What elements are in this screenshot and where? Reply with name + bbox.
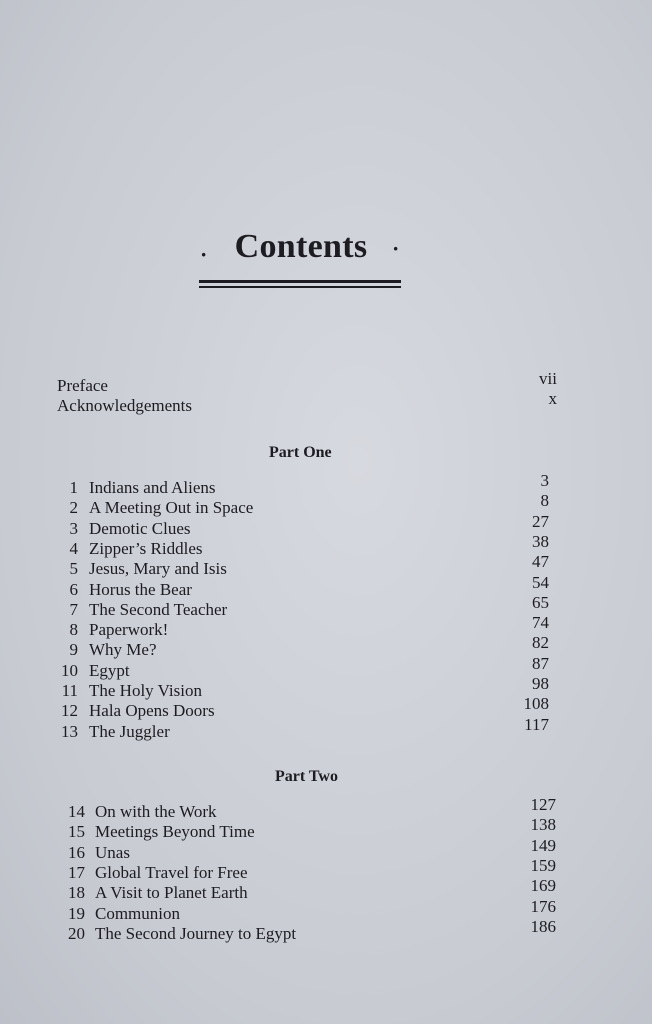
chapter-page-number: 127	[530, 795, 556, 814]
front-matter-preface	[57, 369, 557, 395]
chapter-page-number: 27	[532, 511, 549, 531]
chapter-title: A Meeting Out in Space	[89, 498, 254, 518]
chapter-title: The Second Journey to Egypt	[95, 923, 297, 943]
chapter-title: Indians and Aliens	[89, 478, 216, 497]
toc-entry-11	[0, 674, 652, 701]
chapter-title: Meetings Beyond Time	[95, 822, 255, 842]
chapter-number: 11	[61, 681, 78, 700]
toc-entry-2	[0, 491, 652, 518]
front-matter-label: Preface	[57, 376, 108, 395]
front-matter-label: Acknowledgements	[57, 396, 193, 415]
chapter-title: Hala Opens Doors	[89, 701, 215, 721]
chapter-number: 9	[69, 640, 78, 660]
toc-entry-7	[0, 592, 652, 620]
chapter-page-number: 108	[523, 694, 549, 714]
toc-entry-4	[0, 531, 652, 559]
chapter-title: The Second Teacher	[89, 599, 228, 619]
chapter-title: Communion	[95, 903, 181, 923]
chapter-page-number: 176	[530, 896, 556, 916]
chapter-number: 6	[69, 579, 78, 599]
chapter-title: Paperwork!	[89, 620, 169, 640]
chapter-page-number: 38	[532, 531, 549, 551]
chapter-title: The Holy Vision	[89, 681, 202, 700]
chapter-page-number: 65	[532, 592, 549, 612]
chapter-page-number: 169	[530, 876, 556, 896]
chapter-title: Global Travel for Free	[95, 862, 248, 882]
toc-entry-5	[0, 552, 652, 579]
chapter-number: 12	[61, 701, 78, 721]
chapter-page-number: 138	[530, 815, 556, 835]
chapter-page-number: 117	[524, 714, 549, 734]
toc-entry-3	[0, 511, 652, 539]
toc-entry-12	[0, 694, 652, 721]
chapter-number: 18	[68, 883, 85, 903]
chapter-title: Demotic Clues	[89, 518, 191, 538]
chapter-page-number: 8	[540, 491, 549, 511]
title-rule-thick	[199, 280, 401, 283]
contents-title-block	[196, 228, 406, 288]
title-rule-thin	[199, 286, 401, 288]
chapter-number: 15	[68, 822, 85, 842]
chapter-page-number: 149	[530, 835, 556, 855]
chapter-page-number: 82	[532, 633, 549, 653]
chapter-title: Zipper’s Riddles	[89, 538, 203, 558]
chapter-number: 14	[68, 802, 85, 821]
chapter-number: 19	[68, 903, 85, 923]
chapter-number: 2	[69, 498, 78, 518]
chapter-number: 17	[68, 862, 85, 882]
chapter-title: Unas	[95, 842, 130, 862]
title-dot-left: ·	[200, 242, 208, 267]
chapter-title: Jesus, Mary and Isis	[89, 559, 227, 579]
page-title: Contents	[234, 228, 368, 265]
chapter-title: A Visit to Planet Earth	[95, 883, 248, 903]
chapter-page-number: 186	[530, 916, 556, 936]
chapter-number: 5	[69, 559, 78, 579]
toc-entry-6	[0, 572, 652, 600]
chapter-page-number: 98	[532, 674, 549, 693]
front-matter-acknowledgements	[57, 389, 557, 415]
chapter-page-number: 74	[532, 613, 549, 633]
chapter-number: 13	[61, 721, 78, 741]
chapter-number: 1	[69, 478, 78, 497]
chapter-title: On with the Work	[95, 802, 217, 821]
chapter-number: 3	[69, 518, 78, 538]
chapter-title: Why Me?	[89, 640, 157, 660]
chapter-page-number: 54	[532, 572, 549, 592]
toc-entry-20	[0, 916, 652, 944]
chapter-page-number: 159	[530, 855, 556, 875]
front-matter-page: vii	[539, 369, 557, 388]
part-two-heading: Part Two	[275, 768, 338, 785]
chapter-title: Horus the Bear	[89, 579, 192, 599]
chapter-page-number: 3	[540, 471, 549, 490]
chapter-title: The Juggler	[89, 721, 170, 741]
chapter-number: 10	[61, 660, 78, 680]
chapter-page-number: 87	[532, 653, 549, 673]
chapter-page-number: 47	[532, 552, 549, 572]
toc-entry-10	[0, 653, 652, 681]
toc-entry-1	[0, 471, 652, 498]
front-matter-page: x	[548, 389, 557, 408]
chapter-number: 16	[68, 842, 85, 862]
title-dot-right: ·	[392, 236, 400, 261]
chapter-title: Egypt	[89, 660, 130, 680]
toc-entry-9	[0, 633, 652, 660]
toc-entry-8	[0, 613, 652, 640]
chapter-number: 7	[69, 599, 78, 619]
chapter-number: 20	[68, 923, 85, 943]
chapter-number: 8	[69, 620, 78, 640]
toc-entry-13	[0, 714, 652, 742]
part-one-heading: Part One	[269, 444, 332, 461]
chapter-number: 4	[69, 538, 78, 558]
